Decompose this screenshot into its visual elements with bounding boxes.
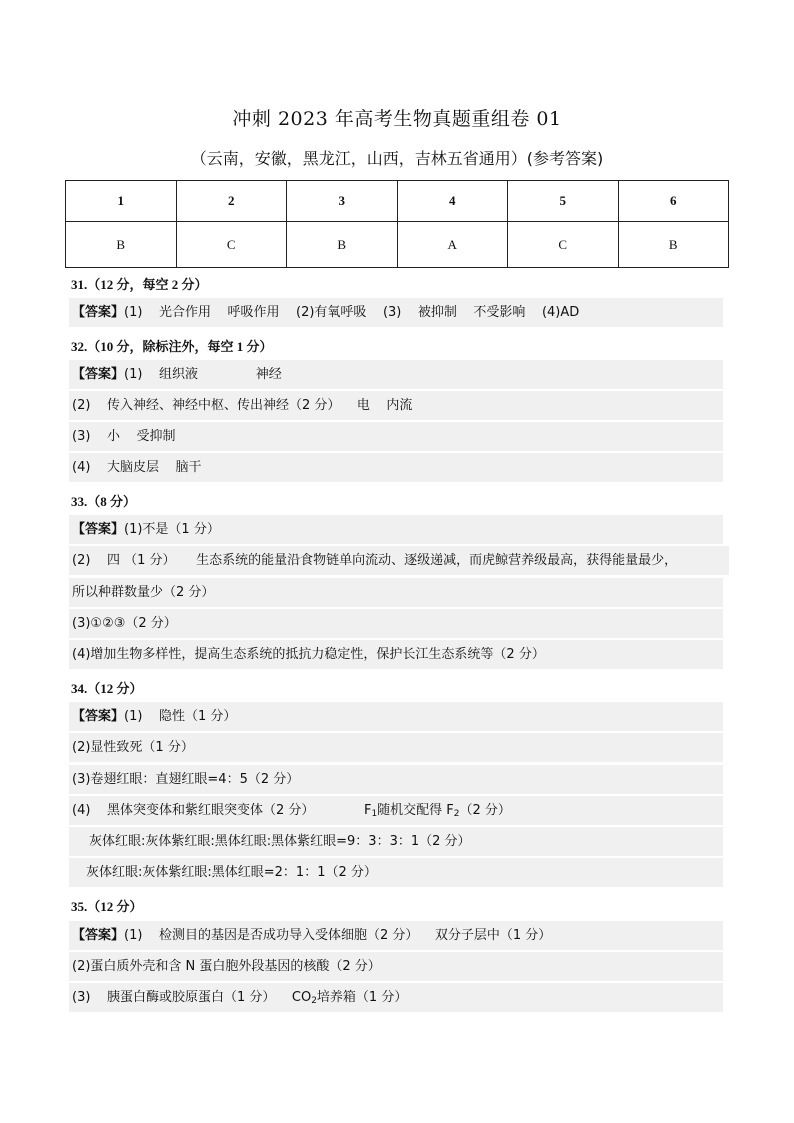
- answer-line: [69, 360, 723, 389]
- answer-line: 所以种群数量少（2 分）: [69, 578, 723, 607]
- answer-text: 培养箱（1 分）: [316, 990, 408, 1005]
- answer-text: 随机交配得 F: [377, 803, 454, 818]
- subscript: 2: [311, 996, 317, 1006]
- answer-line: [69, 983, 723, 1012]
- table-cell: C: [176, 222, 287, 268]
- table-cell: 5: [508, 181, 619, 222]
- question-33-header: 33.（8 分）: [71, 494, 137, 509]
- table-cell: B: [66, 222, 177, 268]
- answer-text: (1) 光合作用 呼吸作用 (2)有氧呼吸 (3) 被抑制 不受影响 (4)AD: [124, 305, 580, 320]
- answer-line: (2)蛋白质外壳和含 N 蛋白胞外段基因的核酸（2 分）: [69, 952, 723, 981]
- question-35-header: 35.（12 分）: [71, 899, 143, 914]
- table-cell: A: [397, 222, 508, 268]
- answer-text: (4) 黑体突变体和紫红眼突变体（2 分）: [72, 803, 315, 818]
- table-cell: C: [508, 222, 619, 268]
- answer-line: (2) 四 （1 分） 生态系统的能量沿食物链单向流动、逐级递减，而虎鲸营养级最高，获得能量最少，: [69, 546, 729, 575]
- table-cell: 3: [287, 181, 398, 222]
- answer-line: (4) 大脑皮层 脑干: [69, 453, 723, 482]
- answer-text: (3) 胰蛋白酶或胶原蛋白（1 分） CO: [72, 990, 312, 1005]
- answer-line: [69, 796, 723, 825]
- answer-line: [69, 298, 723, 327]
- answer-line: (3) 小 受抑制: [69, 422, 723, 451]
- answer-line: 灰体红眼:灰体紫红眼:黑体红眼:黑体紫红眼=9：3：3：1（2 分）: [69, 827, 723, 856]
- answer-text: (1) 组织液 神经: [124, 367, 282, 382]
- answer-line: (3)卷翅红眼：直翅红眼=4：5（2 分）: [69, 765, 723, 794]
- choice-answer-table: [65, 180, 729, 268]
- table-cell: 4: [397, 181, 508, 222]
- answer-tag: 【答案】: [72, 522, 125, 537]
- answer-line: [69, 921, 723, 950]
- table-cell: 2: [176, 181, 287, 222]
- answer-text: （2 分）: [459, 803, 511, 818]
- table-row: [66, 222, 729, 268]
- page-title: 冲刺 2023 年高考生物真题重组卷 01: [232, 108, 562, 130]
- subscript: 2: [453, 809, 460, 819]
- answer-line: (4)增加生物多样性，提高生态系统的抵抗力稳定性，保护长江生态系统等（2 分）: [69, 640, 723, 669]
- answer-text: (1)不是（1 分）: [124, 522, 220, 537]
- answer-tag: 【答案】: [72, 305, 125, 320]
- table-cell: 6: [618, 181, 729, 222]
- answer-tag: 【答案】: [72, 367, 125, 382]
- answer-line: (2) 传入神经、神经中枢、传出神经（2 分） 电 内流: [69, 391, 723, 420]
- answer-text: (1) 隐性（1 分）: [124, 709, 237, 724]
- answer-tag: 【答案】: [72, 928, 125, 943]
- answer-line: (3)①②③（2 分）: [69, 609, 723, 638]
- answer-tag: 【答案】: [72, 709, 125, 724]
- question-31-header: 31.（12 分，每空 2 分）: [71, 277, 208, 292]
- answer-line: [69, 702, 723, 731]
- answer-text: (1) 检测目的基因是否成功导入受体细胞（2 分） 双分子层中（1 分）: [124, 928, 552, 943]
- question-32-header: 32.（10 分，除标注外，每空 1 分）: [71, 339, 273, 354]
- page-subtitle: （云南，安徽，黑龙江，山西，吉林五省通用）(参考答案): [190, 149, 604, 168]
- table-cell: B: [618, 222, 729, 268]
- answer-line: (2)显性致死（1 分）: [69, 733, 723, 762]
- subscript: 1: [371, 809, 378, 819]
- table-cell: B: [287, 222, 398, 268]
- answer-line: 灰体红眼:灰体紫红眼:黑体红眼=2：1：1（2 分）: [69, 858, 723, 887]
- answer-text: F: [363, 803, 372, 818]
- answer-line: [69, 515, 723, 544]
- question-34-header: 34.（12 分）: [71, 681, 143, 696]
- table-cell: 1: [66, 181, 177, 222]
- table-row: [66, 181, 729, 222]
